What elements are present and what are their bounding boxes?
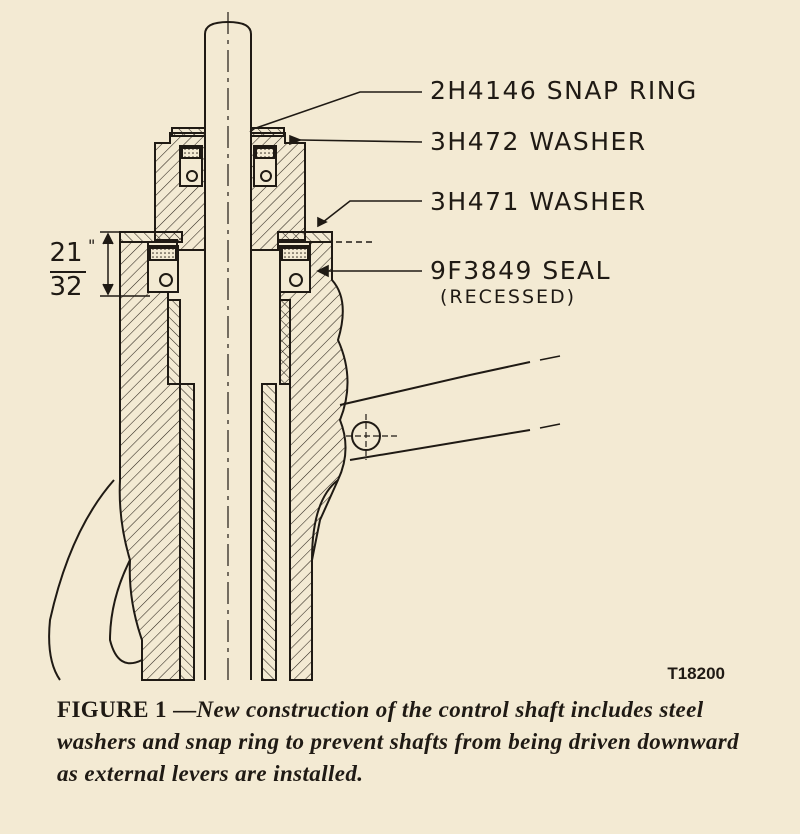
lower-housing-right bbox=[262, 242, 348, 680]
figure-id: T18200 bbox=[667, 664, 725, 683]
lever-arm bbox=[340, 356, 560, 460]
label-seal-note: (RECESSED) bbox=[440, 286, 577, 308]
label-3h471-washer: 3H471 WASHER bbox=[430, 187, 647, 216]
caption-text: New construction of the control shaft includes steel washers and snap ring to prevent shafts from being driven downward as external levers are installed. bbox=[57, 697, 740, 786]
label-snap-ring: 2H4146 SNAP RING bbox=[430, 76, 698, 105]
caption-dash: — bbox=[173, 697, 197, 722]
lower-housing-left bbox=[120, 242, 194, 680]
control-shaft bbox=[205, 12, 251, 680]
caption-figure-number: FIGURE 1 bbox=[57, 697, 167, 722]
dimension-denominator: 32 bbox=[49, 272, 83, 302]
figure-caption bbox=[57, 694, 747, 790]
label-9f3849-seal: 9F3849 SEAL bbox=[430, 256, 612, 285]
dimension-numerator: 21 bbox=[49, 238, 83, 268]
label-3h472-washer: 3H472 WASHER bbox=[430, 127, 647, 156]
dimension-inch-mark: " bbox=[88, 236, 96, 255]
